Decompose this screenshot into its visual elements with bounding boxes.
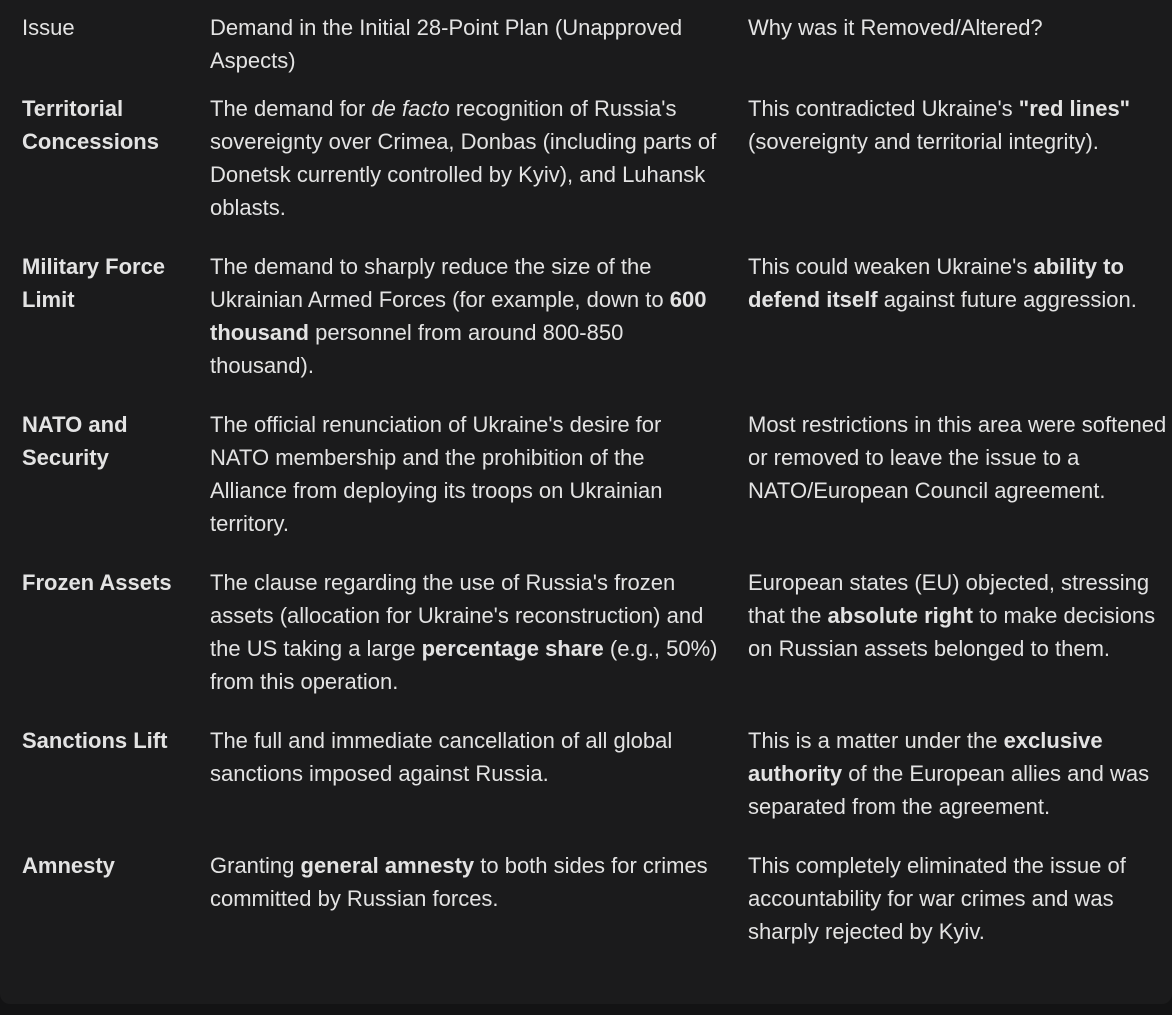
demand-cell [205, 408, 726, 566]
demand-cell [205, 250, 726, 408]
reason-bold: ability to defend itself [748, 254, 1124, 312]
issue-cell: NATO and Security [22, 412, 128, 470]
issue-cell: Frozen Assets [22, 570, 172, 595]
table-row [0, 250, 1172, 408]
demand-text: to both sides for crimes committed by Russian forces. [210, 853, 708, 911]
issue-cell: Military Force Limit [22, 254, 166, 312]
reason-bold: absolute right [827, 603, 973, 628]
reason-text: Most restrictions in this area were softened or removed to leave the issue to a NATO/European Council agreement. [748, 412, 1167, 503]
header-reason: Why was it Removed/Altered? [748, 15, 1043, 40]
reason-text: This is a matter under the [748, 728, 1004, 753]
reason-cell [726, 566, 1172, 724]
reason-cell [726, 92, 1172, 250]
reason-bold: exclusive authority [748, 728, 1103, 786]
reason-text: This could weaken Ukraine's [748, 254, 1034, 279]
demand-bold: percentage share [421, 636, 604, 661]
reason-text: This contradicted Ukraine's [748, 96, 1019, 121]
reason-text: to make decisions on Russian assets belonged to them. [748, 603, 1156, 661]
reason-text: of the European allies and was separated from the agreement. [748, 761, 1150, 819]
reason-bold: "red lines" [1018, 96, 1131, 121]
demand-bold: 600 thousand [210, 287, 707, 345]
reason-cell [726, 724, 1172, 849]
reason-text: European states (EU) objected, stressing that the [748, 570, 1150, 628]
demand-bold: general amnesty [300, 853, 475, 878]
reason-cell [726, 250, 1172, 408]
demand-text: The full and immediate cancellation of all global sanctions imposed against Russia. [210, 728, 673, 786]
issue-cell: Territorial Concessions [22, 96, 159, 154]
demand-text: The demand to sharply reduce the size of the Ukrainian Armed Forces (for example, down to [210, 254, 670, 312]
header-demand: Demand in the Initial 28-Point Plan (Unapproved Aspects) [210, 15, 683, 73]
header-issue: Issue [22, 15, 75, 40]
issue-cell: Amnesty [22, 853, 115, 878]
table-header-row [0, 0, 1172, 92]
table-row [0, 566, 1172, 724]
demand-text: (e.g., 50%) from this operation. [210, 636, 718, 694]
table-row [0, 849, 1172, 974]
demand-text: recognition of Russia's sovereignty over Crimea, Donbas (including parts of Donetsk currently controlled by Kyiv), and Luhansk oblasts. [210, 96, 717, 220]
demand-cell [205, 566, 726, 724]
demand-text: Granting [210, 853, 301, 878]
reason-text: (sovereignty and territorial integrity). [748, 129, 1099, 154]
demand-text: personnel from around 800-850 thousand). [210, 320, 624, 378]
demand-text: The demand for [210, 96, 372, 121]
demand-cell [205, 92, 726, 250]
demand-cell [205, 849, 726, 974]
reason-cell [726, 408, 1172, 566]
demand-emphasis: de facto [371, 96, 450, 121]
demand-cell [205, 724, 726, 849]
reason-text: This completely eliminated the issue of accountability for war crimes and was sharply rejected by Kyiv. [748, 853, 1126, 944]
issue-cell: Sanctions Lift [22, 728, 168, 753]
table-row [0, 408, 1172, 566]
demand-text: The official renunciation of Ukraine's desire for NATO membership and the prohibition of the Alliance from deploying its troops on Ukrainian territory. [210, 412, 663, 536]
table-row [0, 724, 1172, 849]
demand-text: The clause regarding the use of Russia's frozen assets (allocation for Ukraine's reconstruction) and the US taking a large [210, 570, 704, 661]
reason-cell [726, 849, 1172, 974]
reason-text: against future aggression. [877, 287, 1137, 312]
table-row [0, 92, 1172, 250]
